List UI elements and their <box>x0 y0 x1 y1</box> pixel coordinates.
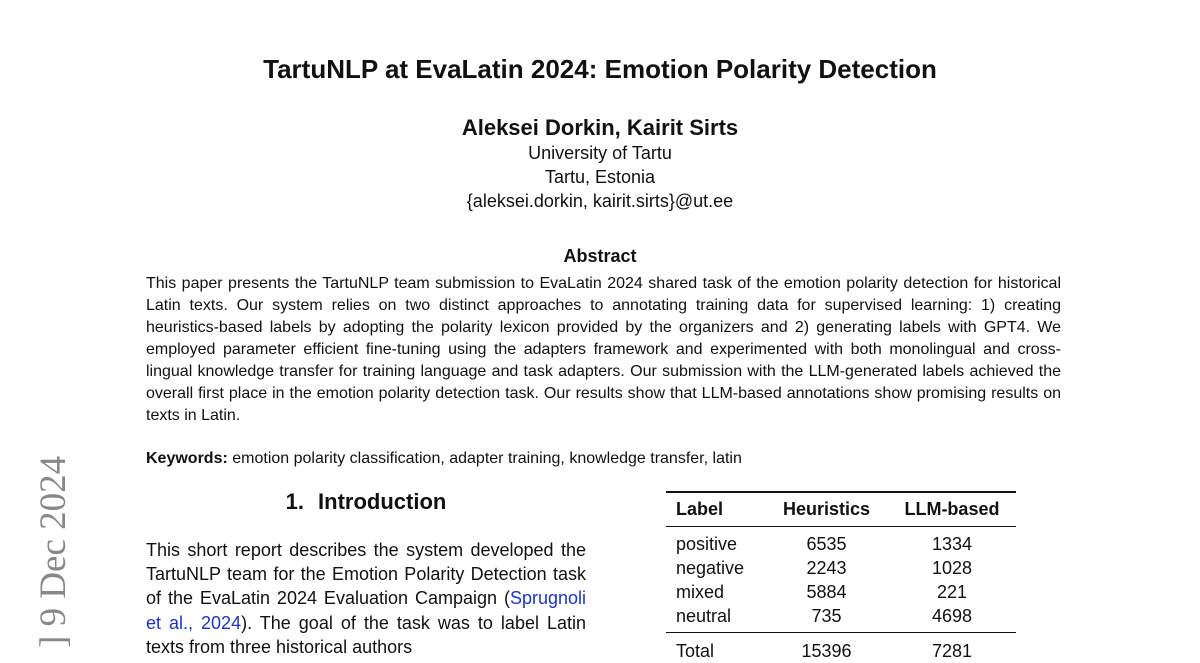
table-row <box>666 604 1016 633</box>
label-distribution-table <box>666 491 1016 663</box>
section-heading <box>146 489 586 515</box>
heuristics-count: 2243 <box>765 556 886 580</box>
llm-count: 1334 <box>886 527 1016 557</box>
column-header-llm-based: LLM-based <box>886 492 1016 527</box>
keywords <box>146 450 742 468</box>
table-header-row <box>666 492 1016 527</box>
keywords-text: emotion polarity classification, adapter training, knowledge transfer, latin <box>232 450 742 467</box>
introduction-paragraph <box>146 538 586 659</box>
column-header-label: Label <box>666 492 765 527</box>
table-row <box>666 527 1016 557</box>
total-label: Total <box>666 633 765 663</box>
column-header-heuristics: Heuristics <box>765 492 886 527</box>
heuristics-count: 6535 <box>765 527 886 557</box>
author-names: Aleksei Dorkin, Kairit Sirts <box>0 115 1200 141</box>
total-heuristics: 15396 <box>765 633 886 663</box>
arxiv-stamp: ] 9 Dec 2024 <box>32 456 75 648</box>
row-label: negative <box>666 556 765 580</box>
llm-count: 4698 <box>886 604 1016 633</box>
author-email: {aleksei.dorkin, kairit.sirts}@ut.ee <box>0 191 1200 212</box>
llm-count: 1028 <box>886 556 1016 580</box>
intro-text-continued: ). The goal of the task was to label Latin texts from three historical authors <box>146 613 586 657</box>
row-label: neutral <box>666 604 765 633</box>
affiliation: University of Tartu <box>0 143 1200 164</box>
section-number: 1. <box>286 489 304 514</box>
table-row <box>666 556 1016 580</box>
paper-title: TartuNLP at EvaLatin 2024: Emotion Polarity Detection <box>0 54 1200 85</box>
section-title: Introduction <box>318 489 446 514</box>
intro-text: This short report describes the system developed the TartuNLP team for the Emotion Polarity Detection task of the EvaLatin 2024 Evaluation Campaign ( <box>146 540 586 608</box>
row-label: positive <box>666 527 765 557</box>
row-label: mixed <box>666 580 765 604</box>
heuristics-count: 5884 <box>765 580 886 604</box>
citation-link[interactable]: Sprugnoli et al., 2024 <box>146 588 586 632</box>
total-llm: 7281 <box>886 633 1016 663</box>
keywords-label: Keywords: <box>146 450 228 467</box>
location: Tartu, Estonia <box>0 167 1200 188</box>
heuristics-count: 735 <box>765 604 886 633</box>
abstract-body: This paper presents the TartuNLP team submission to EvaLatin 2024 shared task of the emotion polarity detection for historical Latin texts. Our system relies on two distinct approaches to annotating training data for supervised learning: 1) creating heuristics-based labels by adopting the polarity lexicon provided by the organizers and 2) generating labels with GPT4. We employed parameter efficient fine-tuning using the adapters framework and experimented with both monolingual and cross-lingual knowledge transfer for training language and task adapters. Our submission with the LLM-generated labels achieved the overall first place in the emotion polarity detection task. Our results show that LLM-based annotations show promising results on texts in Latin. <box>146 273 1061 427</box>
abstract-heading: Abstract <box>0 246 1200 267</box>
table-row <box>666 580 1016 604</box>
llm-count: 221 <box>886 580 1016 604</box>
